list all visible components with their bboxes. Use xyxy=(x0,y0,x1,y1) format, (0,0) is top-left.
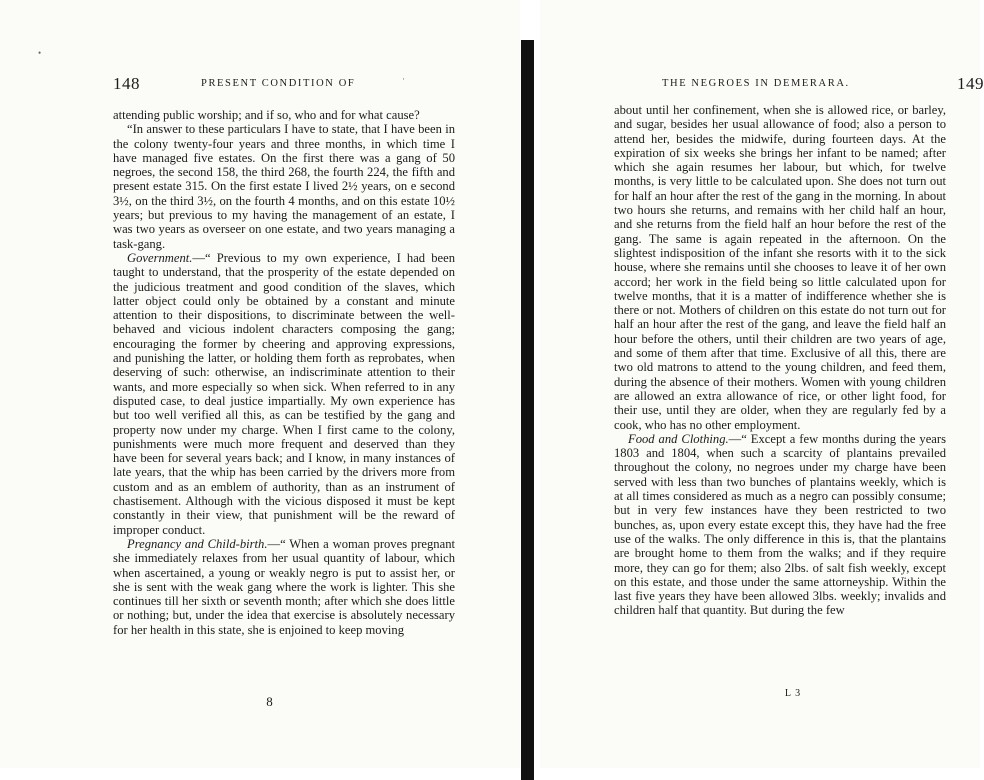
left-page-number: 148 xyxy=(113,74,140,93)
margin-speck: · xyxy=(402,74,405,84)
right-page xyxy=(540,0,984,768)
pregnancy-paragraph xyxy=(113,537,455,637)
left-paragraph-1: attending public worship; and if so, who and for what cause? xyxy=(113,108,420,122)
food-heading: Food and Clothing. xyxy=(628,431,729,446)
food-text: —“ Except a few months during the years 1803 and 1804, when such a scarcity of plantains prevailed throughout the colony, no negroes under my charge have been served with less than two bunches of plantains weekly, which is at all times considered as much as a negro can possibly consume; but in very few instances have they been restricted to two bunches, as, upon every estate except this, they have had the free use of the walks. The only difference in this is, that the plantains are brought home to them from the walks; and if they require more, they can go for them; also 2lbs. of salt fish weekly, except on this estate, and those under the same attorneyship. Within the last five years they have been allowed 3lbs. weekly; invalids and children half that quantity. But during the few xyxy=(614,431,946,618)
right-page-body xyxy=(614,103,946,618)
margin-speck: • xyxy=(38,48,42,58)
left-signature-mark: 8 xyxy=(266,694,274,709)
pregnancy-heading: Pregnancy and Child-birth. xyxy=(127,536,268,551)
left-paragraph-2: “In answer to these particulars I have to state, that I have been in the colony twenty-four years and three months, in which time I have managed five estates. On the first there was a gang of 50 negroes, the second 158, the third 268, the fourth 224, the fifth and present estate 315. On the first estate I lived 2½ years, on e second 3½, on the third 3½, on the fourth 4 months, and on this estate 10½ years; but previous to my having the management of an estate, I was two years as overseer on one estate, and two years managing a task-gang. xyxy=(113,122,455,251)
food-paragraph xyxy=(614,432,946,618)
right-paragraph-1: about until her confinement, when she is allowed rice, or barley, and sugar, besides her usual allowance of food; also a person to attend her, besides the midwife, during fourteen days. At the expiration of six weeks she brings her infant to be named; after which she again resumes her labour, but which, for twelve months, is very little to be calculated upon. She does not turn out for half an hour after the rest of the gang in the morning. In about two hours she returns, and remains with her child half an hour, and she returns from the field half an hour before the rest of the gang. The same is again repeated in the afternoon. On the slightest indisposition of the infant she resorts with it to the sick house, where she remains until she chooses to leave it of her own accord; her work in the field being so little calculated upon for twelve months, that it is a matter of indifference whether she is there or not. Mothers of children on this estate do not turn out for half an hour after the rest of the gang, and leave the field half an hour before the others, until their children are two years of age, and some of them after that time. Exclusive of all this, there are two old matrons to attend to the young children, and feed them, during the absence of their mothers. Women with young children are allowed an extra allowance of rice, or other light food, for their use, until they are older, when they are regularly fed by a cook, who has no other employment. xyxy=(614,103,946,432)
right-running-head: THE NEGROES IN DEMERARA. xyxy=(662,78,850,89)
government-paragraph xyxy=(113,251,455,537)
left-page-body xyxy=(113,108,455,637)
government-heading: Government. xyxy=(127,250,193,265)
government-text: —“ Previous to my own experience, I had been taught to understand, that the prosperity of the estate depended on the judicious treatment and good condition of the slaves, which latter object could only be obtained by a constant and minute attention to their dispositions, to discriminate between the well-behaved and vicious indolent characters composing the gang; encouraging the former by cheering and approving expressions, and punishing the latter, or holding them forth as reprobates, when deserving of such: otherwise, an indiscriminate attention to their wants, and more especially so when sick. When referred to in any disputed case, to deal justice impartially. My own experience has but too well verified all this, as can be testified by the gang and property now under my charge. When I first came to the colony, punishments were much more frequent and deserved than they have been for several years back; and I know, in many instances of late years, that the whip has been carried by the drivers more from custom and as an emblem of authority, than as an instrument of chastisement. Although with the vicious disposed it must be kept constantly in their view, that punishment will be the reward of improper conduct. xyxy=(113,250,455,537)
left-running-head: PRESENT CONDITION OF xyxy=(201,78,356,89)
pregnancy-text: —“ When a woman proves pregnant she immediately relaxes from her usual quantity of labour, which when ascertained, a young or weakly negro is put to assist her, or she is sent with the weak gang where the work is lighter. This she continues till her sixth or seventh month; after which she does little or nothing; but, under the idea that exercise is absolutely necessary for her health in this state, she is enjoined to keep moving xyxy=(113,536,455,637)
book-gutter xyxy=(521,40,534,780)
right-signature-mark: L 3 xyxy=(784,688,802,699)
right-page-number: 149 xyxy=(957,74,984,93)
